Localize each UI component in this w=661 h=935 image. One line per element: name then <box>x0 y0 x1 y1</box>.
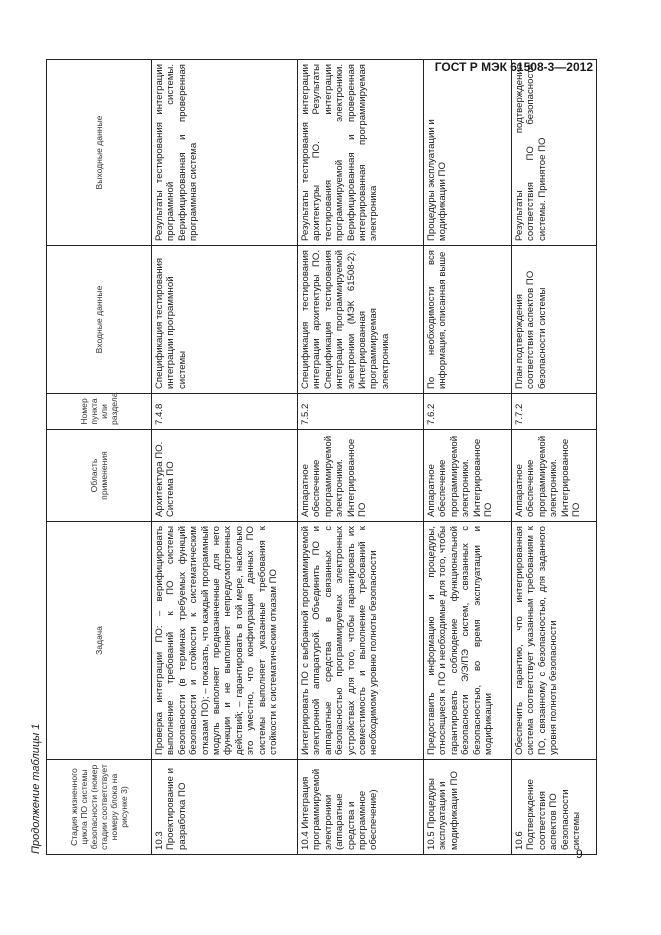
cell-inputs: Спецификация тестирования интеграции программной системы <box>152 246 298 394</box>
col-header-inputs: Входные данные <box>47 246 152 394</box>
cell-clause: 7.6.2 <box>424 394 512 430</box>
document-header: ГОСТ Р МЭК 61508-3—2012 <box>434 60 593 74</box>
cell-stage: 10.6 Подтверждение соответствия аспектов ПО безопасности системы <box>512 760 597 855</box>
cell-task: Проверка интеграции ПО: – верифицировать выполнение требований к ПО системы безопасности (в терминах требуемых функций безопасности и стойкости к систематическим отказам ПО); – показать, что каждый программный модуль выполняет предназначенные для него функции и не выполняет непредусмотренных действий; – гарантировать в той мере, насколько это уместно, что конфигурация данных ПО системы выполняет указанные требования к стойкости к систематическим отказам ПО <box>152 522 298 760</box>
cell-clause: 7.7.2 <box>512 394 597 430</box>
page-number: 9 <box>576 847 583 861</box>
cell-outputs: Процедуры эксплуатации и модификации ПО <box>424 60 512 246</box>
table-row <box>298 60 424 855</box>
table-row <box>152 60 298 855</box>
col-header-stage: Стадия жизненного цикла ПО системы безопасности (номер стадии соответствует номеру блока на рисунке 3) <box>47 760 152 855</box>
table-caption: Продолжение таблицы 1 <box>30 723 42 854</box>
cell-scope: Аппаратное обеспечение программируемой электроники. Интегрированное ПО <box>512 430 597 522</box>
col-header-task: Задача <box>47 522 152 760</box>
cell-scope: Архитектура ПО. Система ПО <box>152 430 298 522</box>
cell-inputs: По необходимости вся информация, описанная выше <box>424 246 512 394</box>
rotated-table-frame <box>30 60 600 855</box>
cell-inputs: Спецификация тестирования интеграции архитектуры ПО. Спецификация тестирования интеграции программируемой электроники (МЭК 61508-2). Интегрированная программируемая электроника <box>298 246 424 394</box>
cell-stage: 10.3 Проектирование и разработка ПО <box>152 760 298 855</box>
col-header-clause: Номер пункта или раздела <box>47 394 152 430</box>
cell-outputs: Результаты тестирования интеграции программной системы. Верифицированная и проверенная программная система <box>152 60 298 246</box>
cell-stage: 10.5 Процедуры эксплуатации и модификации ПО <box>424 760 512 855</box>
table-row <box>424 60 512 855</box>
table-row <box>512 60 597 855</box>
col-header-scope: Область применения <box>47 430 152 522</box>
cell-clause: 7.5.2 <box>298 394 424 430</box>
cell-task: Обеспечить гарантию, что интегрированная система соответствует указанным требованиям к ПО, связанному с безопасностью, для заданного уровня полноты безопасности <box>512 522 597 760</box>
cell-scope: Аппаратное обеспечение программируемой электроники. Интегрированное ПО <box>424 430 512 522</box>
table-header-row <box>47 60 152 855</box>
cell-scope: Аппаратное обеспечение программируемой электроники. Интегрированное ПО <box>298 430 424 522</box>
cell-task: Интегрировать ПО с выбранной программируемой электронной аппаратурой. Объединить ПО и аппаратные средства в связанных с безопасностью программируемых электронных устройствах для того, чтобы гарантировать их совместимость и выполнение требований к необходимому уровню полноты безопасности <box>298 522 424 760</box>
cell-outputs: Результаты подтверждения соответствия ПО безопасности системы. Принятое ПО <box>512 60 597 246</box>
cell-inputs: План подтверждения соответствия аспектов ПО безопасности системы <box>512 246 597 394</box>
cell-task: Предоставить информацию и процедуры, относящиеся к ПО и необходимые для того, чтобы гарантировать соблюдение функциональной безопасности Э/Э/ПЭ систем, связанных с безопасностью, во время эксплуатации и модификации <box>424 522 512 760</box>
cell-stage: 10.4 Интеграция программируемой электроники (аппаратные средства и программное обеспечение) <box>298 760 424 855</box>
col-header-outputs: Выходные данные <box>47 60 152 246</box>
cell-outputs: Результаты тестирования интеграции архитектуры ПО. Результаты тестирования интеграции программируемой электроники. Верифицированная и проверенная интегрированная программируемая электроника <box>298 60 424 246</box>
lifecycle-table <box>46 59 597 855</box>
cell-clause: 7.4.8 <box>152 394 298 430</box>
